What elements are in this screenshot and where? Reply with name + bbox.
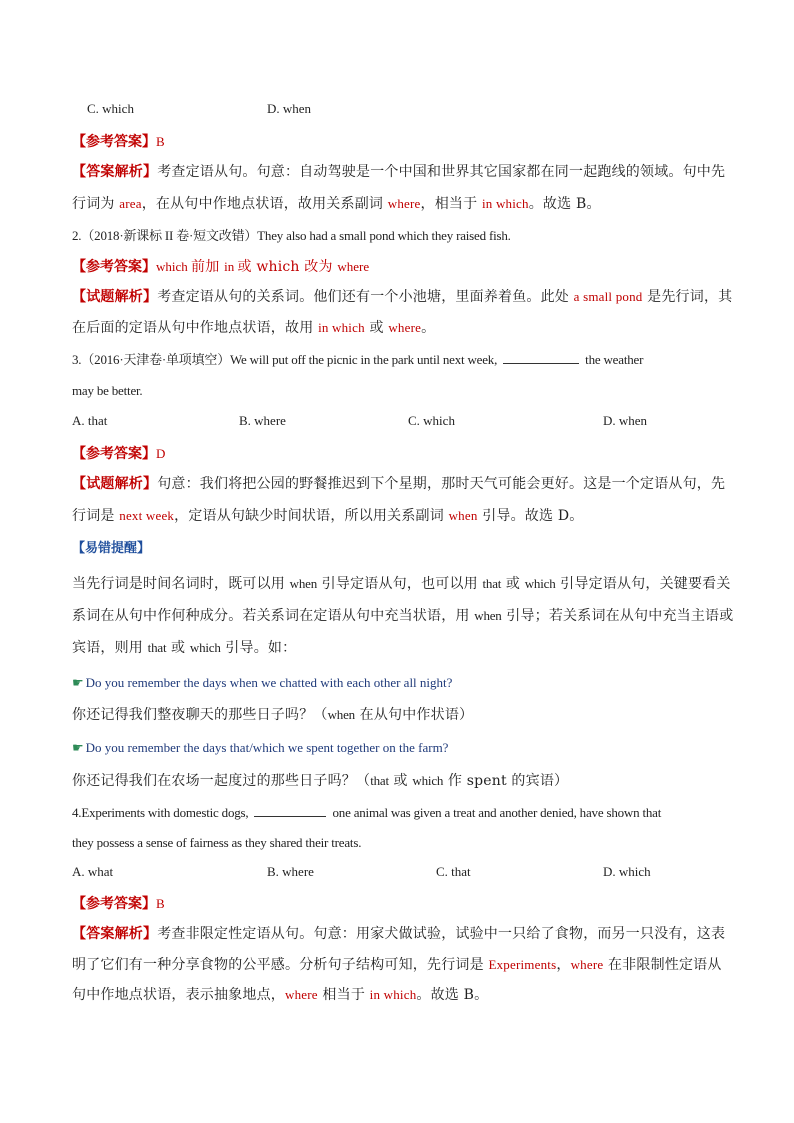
answer-line: 【参考答案】which 前加 in 或 which 改为 where (72, 259, 370, 275)
tip-text: 当先行词是时间名词时，既可以用 when 引导定语从句，也可以用 that 或 which 引导定语从句，关键要看关 (72, 576, 731, 592)
option-c: C. which (87, 101, 134, 116)
answer-blank (254, 804, 326, 817)
option-c: C. which (408, 413, 455, 428)
option-a: A. that (72, 413, 108, 428)
explanation-line: 行词为 area，在从句中作地点状语，故用关系副词 where，相当于 in which。故选 B。 (72, 196, 601, 212)
example-sentence: ☛ Do you remember the days that/which we spent together on the farm? (72, 740, 449, 756)
answer-line (72, 131, 724, 152)
explanation-line: 【答案解析】考查非限定性定语从句。句意：用家犬做试验，试验中一只给了食物，而另一只没有，这表 (72, 926, 726, 942)
tip-text: 宾语，则用 that 或 which 引导。如： (72, 640, 297, 656)
option-c: C. that (436, 864, 471, 879)
option-d: D. when (603, 413, 648, 428)
example-translation: 你还记得我们在农场一起度过的那些日子吗？（that 或 which 作 spent 的宾语） (72, 773, 569, 789)
question-4: 4.Experiments with domestic dogs, one animal was given a treat and another denied, have shown that (72, 805, 662, 820)
option-b: B. where (239, 413, 286, 428)
answer-value: B (156, 134, 165, 149)
explanation-line: 行词是 next week，定语从句缺少时间状语，所以用关系副词 when 引导。故选 D。 (72, 508, 584, 524)
pointing-hand-icon: ☛ (72, 741, 84, 756)
option-a: A. what (72, 864, 114, 879)
explanation-line: 句中作地点状语，表示抽象地点，where 相当于 in which。故选 B。 (72, 987, 489, 1003)
explanation-line: 在后面的定语从句中作地点状语，故用 in which 或 where。 (72, 320, 436, 336)
tip-text: 系词在从句中作何种成分。若关系词在定语从句中充当状语，用 when 引导；若关系词在从句中充当主语或 (72, 608, 734, 624)
explanation-line: 【试题解析】考查定语从句的关系词。他们还有一个小池塘，里面养着鱼。此处 a small pond 是先行词，其 (72, 289, 733, 305)
answer-line: 【参考答案】D (72, 446, 166, 462)
explanation-line: 【答案解析】考查定语从句。句意：自动驾驶是一个中国和世界其它国家都在同一起跑线的领域。句中先 (72, 164, 726, 180)
option-d: D. when (267, 101, 312, 116)
explanation-label: 【答案解析】 (72, 164, 158, 180)
question-2: 2.（2018·新课标 II 卷·短文改错）They also had a small pond which they raised fish. (72, 228, 511, 243)
explanation-line: 明了它们有一种分享食物的公平感。分析句子结构可知，先行词是 Experiments，where 在非限制性定语从 (72, 957, 722, 973)
question-4-cont: they possess a sense of fairness as they shared their treats. (72, 835, 362, 850)
answer-blank (503, 351, 579, 364)
explanation-line: 【试题解析】句意：我们将把公园的野餐推迟到下个星期，那时天气可能会更好。这是一个定语从句，先 (72, 476, 726, 492)
answer-line: 【参考答案】B (72, 896, 165, 912)
answer-label: 【参考答案】 (72, 134, 156, 150)
option-b: B. where (267, 864, 314, 879)
question-3-cont: may be better. (72, 383, 143, 398)
pointing-hand-icon: ☛ (72, 676, 84, 691)
tip-heading: 【易错提醒】 (72, 541, 151, 556)
option-d: D. which (603, 864, 651, 879)
example-translation: 你还记得我们整夜聊天的那些日子吗？（when 在从句中作状语） (72, 707, 474, 723)
question-3: 3.（2016·天津卷·单项填空）We will put off the picnic in the park until next week, the weather (72, 352, 644, 367)
example-sentence: ☛ Do you remember the days when we chatted with each other all night? (72, 675, 453, 691)
